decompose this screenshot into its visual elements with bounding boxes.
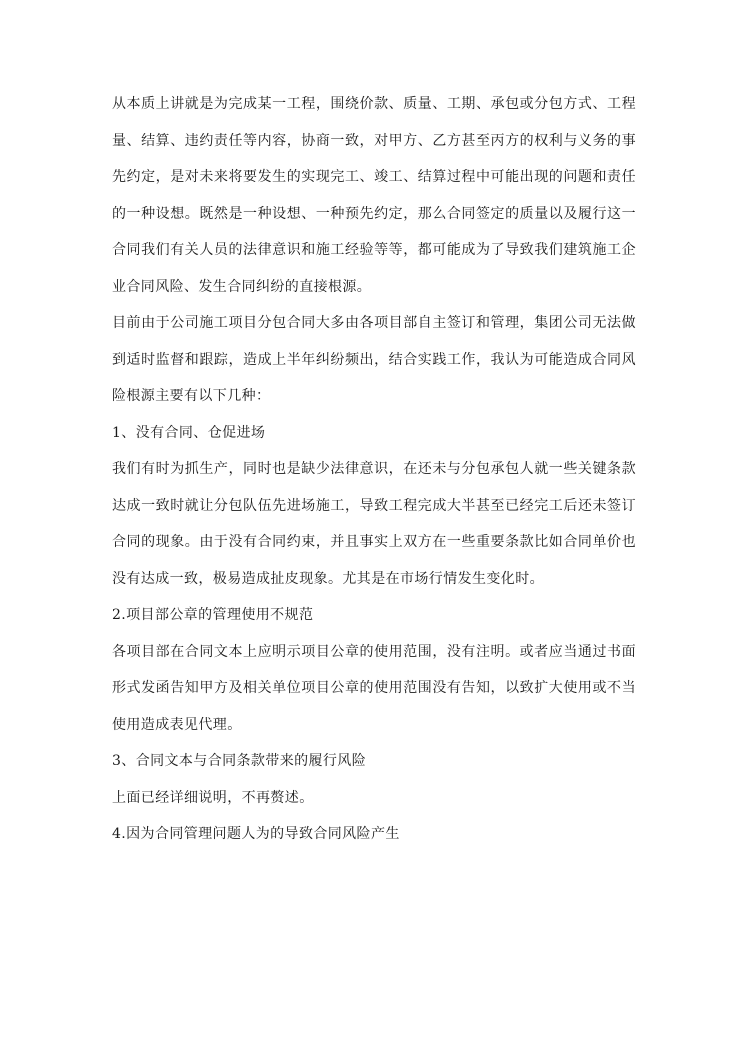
heading-contract-text-risk: 3、合同文本与合同条款带来的履行风险 [112,753,367,769]
heading-management-risk: 4.因为合同管理问题人为的导致合同风险产生 [112,826,400,842]
heading-seal-management: 2.项目部公章的管理使用不规范 [112,607,314,623]
document-body [112,86,636,853]
paragraph-no-contract: 我们有时为抓生产，同时也是缺少法律意识，在还未与分包承包人就一些关键条款达成一致时就让分包队伍先进场施工，导致工程完成大半甚至已经完工后还未签订合同的现象。由于没有合同约束，并且事实上双方在一些重要条款比如合同单价也没有达成一致，极易造成扯皮现象。尤其是在市场行情发生变化时。 [112,461,636,587]
heading-no-contract: 1、没有合同、仓促进场 [112,424,266,441]
paragraph-contract-essence: 从本质上讲就是为完成某一工程，围绕价款、质量、工期、承包或分包方式、工程量、结算、违约责任等内容，协商一致，对甲方、乙方甚至丙方的权利与义务的事先约定，是对未来将要发生的实现完工、竣工、结算过程中可能出现的问题和责任的一种设想。既然是一种设想、一种预先约定，那么合同签定的质量以及履行这一合同我们有关人员的法律意识和施工经验等等，都可能成为了导致我们建筑施工企业合同风险、发生合同纠纷的直接根源。 [112,96,636,295]
paragraph-seal-management: 各项目部在合同文本上应明示项目公章的使用范围，没有注明。或者应当通过书面形式发函告知甲方及相关单位项目公章的使用范围没有告知，以致扩大使用或不当使用造成表见代理。 [112,643,636,733]
paragraph-contract-text-risk: 上面已经详细说明，不再赘述。 [112,789,314,806]
paragraph-risk-sources-intro: 目前由于公司施工项目分包合同大多由各项目部自主签订和管理，集团公司无法做到适时监督和跟踪，造成上半年纠纷频出，结合实践工作，我认为可能造成合同风险根源主要有以下几种： [112,315,636,404]
